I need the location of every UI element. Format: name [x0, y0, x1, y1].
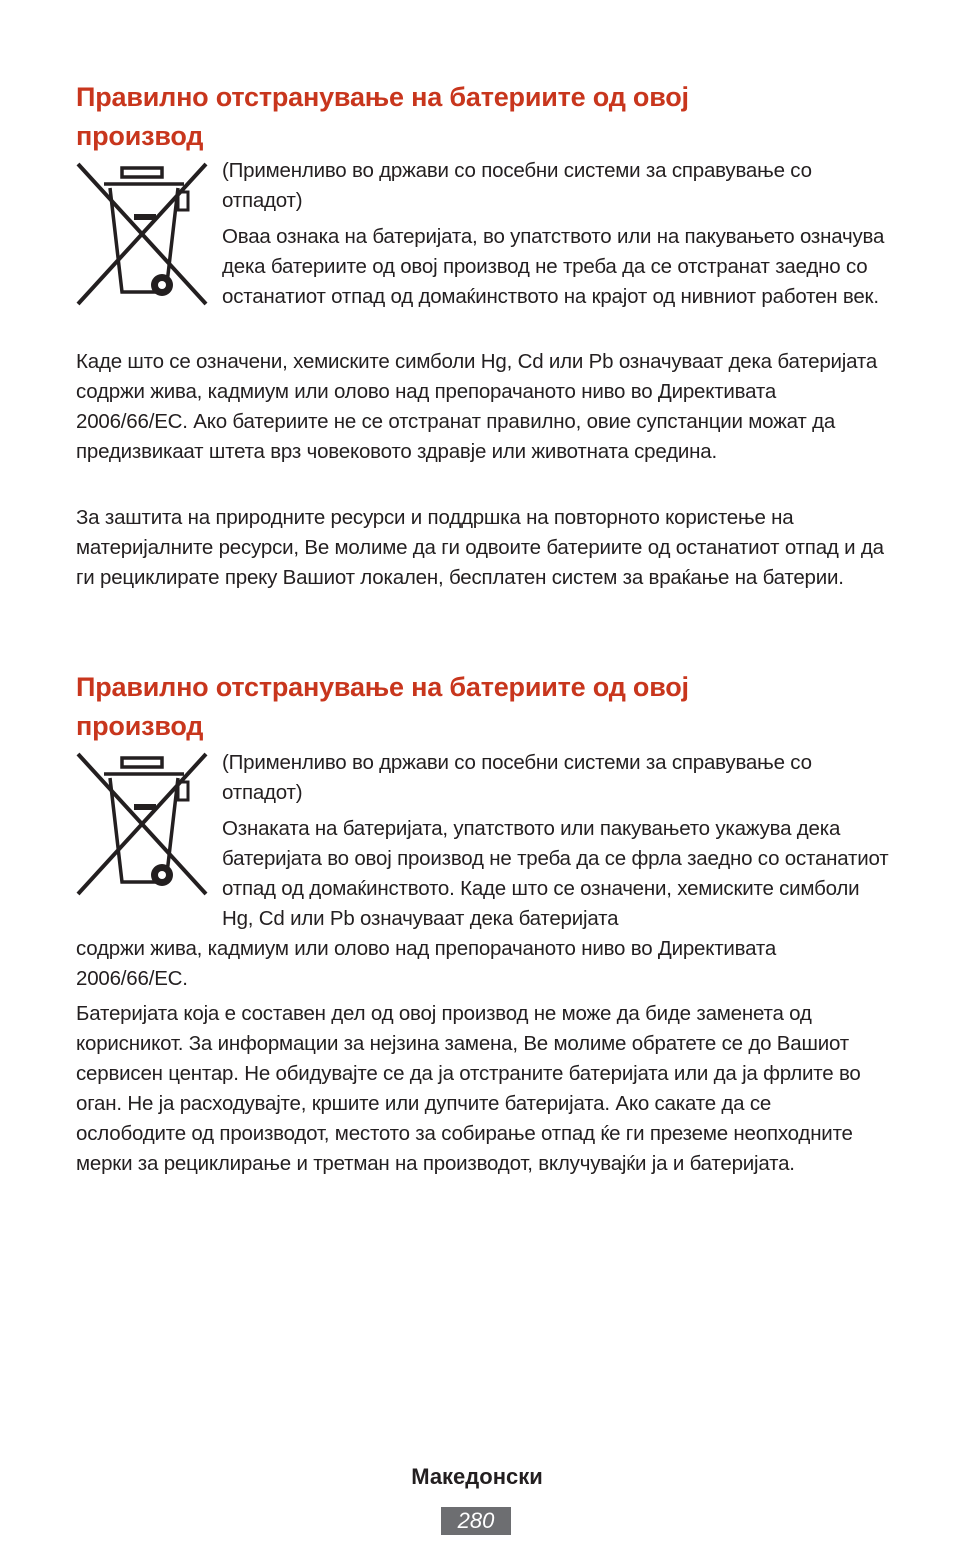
section-2-paragraph-3: содржи жива, кадмиум или олово над препорачаното ниво во Директивата 2006/66/EC. [76, 937, 777, 990]
section-2-heading-line2: производ [76, 711, 204, 741]
section-1-heading [76, 78, 876, 156]
section-2-paragraph-1: (Применливо во држави со посебни системи за справување со отпадот) [222, 751, 812, 804]
section-1-paragraph-4: За заштита на природните ресурси и поддршка на повторното користење на материјалните ресурси, Ве молиме да ги одвоите батериите од останатиот отпад и да ги рециклирате преку Вашиот локален, бесплатен систем за враќање на батерии. [76, 506, 884, 589]
section-2-heading-line1: Правилно отстранување на батериите од овој [76, 672, 689, 702]
section-1-paragraph-2: Оваа ознака на батеријата, во упатството или на пакувањето означува дека батериите од овој производ не треба да се отстранат заедно со останатиот отпад од домаќинството на крајот од нивниот работен век. [222, 225, 885, 308]
section-1-heading-line1: Правилно отстранување на батериите од овој [76, 82, 689, 112]
section-1-paragraph-1: (Применливо во држави со посебни системи за справување со отпадот) [222, 159, 812, 212]
section-2-heading [76, 668, 876, 746]
section-2-paragraph-2: Ознаката на батеријата, упатството или пакувањето укажува дека батеријата во овој производ не треба да се фрла заедно со останатиот отпад од домаќинството. Каде што се означени, хемиските симболи Hg, Cd или Pb означуваат дека батеријата [222, 817, 889, 930]
crossed-out-wheeled-bin-icon [74, 748, 210, 898]
page-number-badge: 280 [441, 1507, 511, 1535]
section-2-paragraph-4: Батеријата која е составен дел од овој производ не може да биде заменета од корисникот. За информации за нејзина замена, Ве молиме обратете се до Вашиот сервисен центар. Не обидувајте се да ја отстраните батеријата или да ја фрлите во оган. Не ја расходувајте, кршите или дупчите батеријата. Ако сакате да се ослободите од производот, местото за собирање отпад ќе ги преземе неопходните мерки за рециклирање и третман на производот, вклучувајќи ја и батеријата. [76, 1002, 861, 1175]
section-1-paragraph-3: Каде што се означени, хемиските симболи Hg, Cd или Pb означуваат дека батеријата содржи жива, кадмиум или олово над препорачаното ниво во Директивата 2006/66/EC. Ако батериите не се отстранат правилно, овие супстанции можат да предизвикаат штета врз човековото здравје или животната средина. [76, 350, 878, 463]
footer-language: Македонски [411, 1464, 543, 1489]
crossed-out-wheeled-bin-icon [74, 158, 210, 308]
section-1-heading-line2: производ [76, 121, 204, 151]
